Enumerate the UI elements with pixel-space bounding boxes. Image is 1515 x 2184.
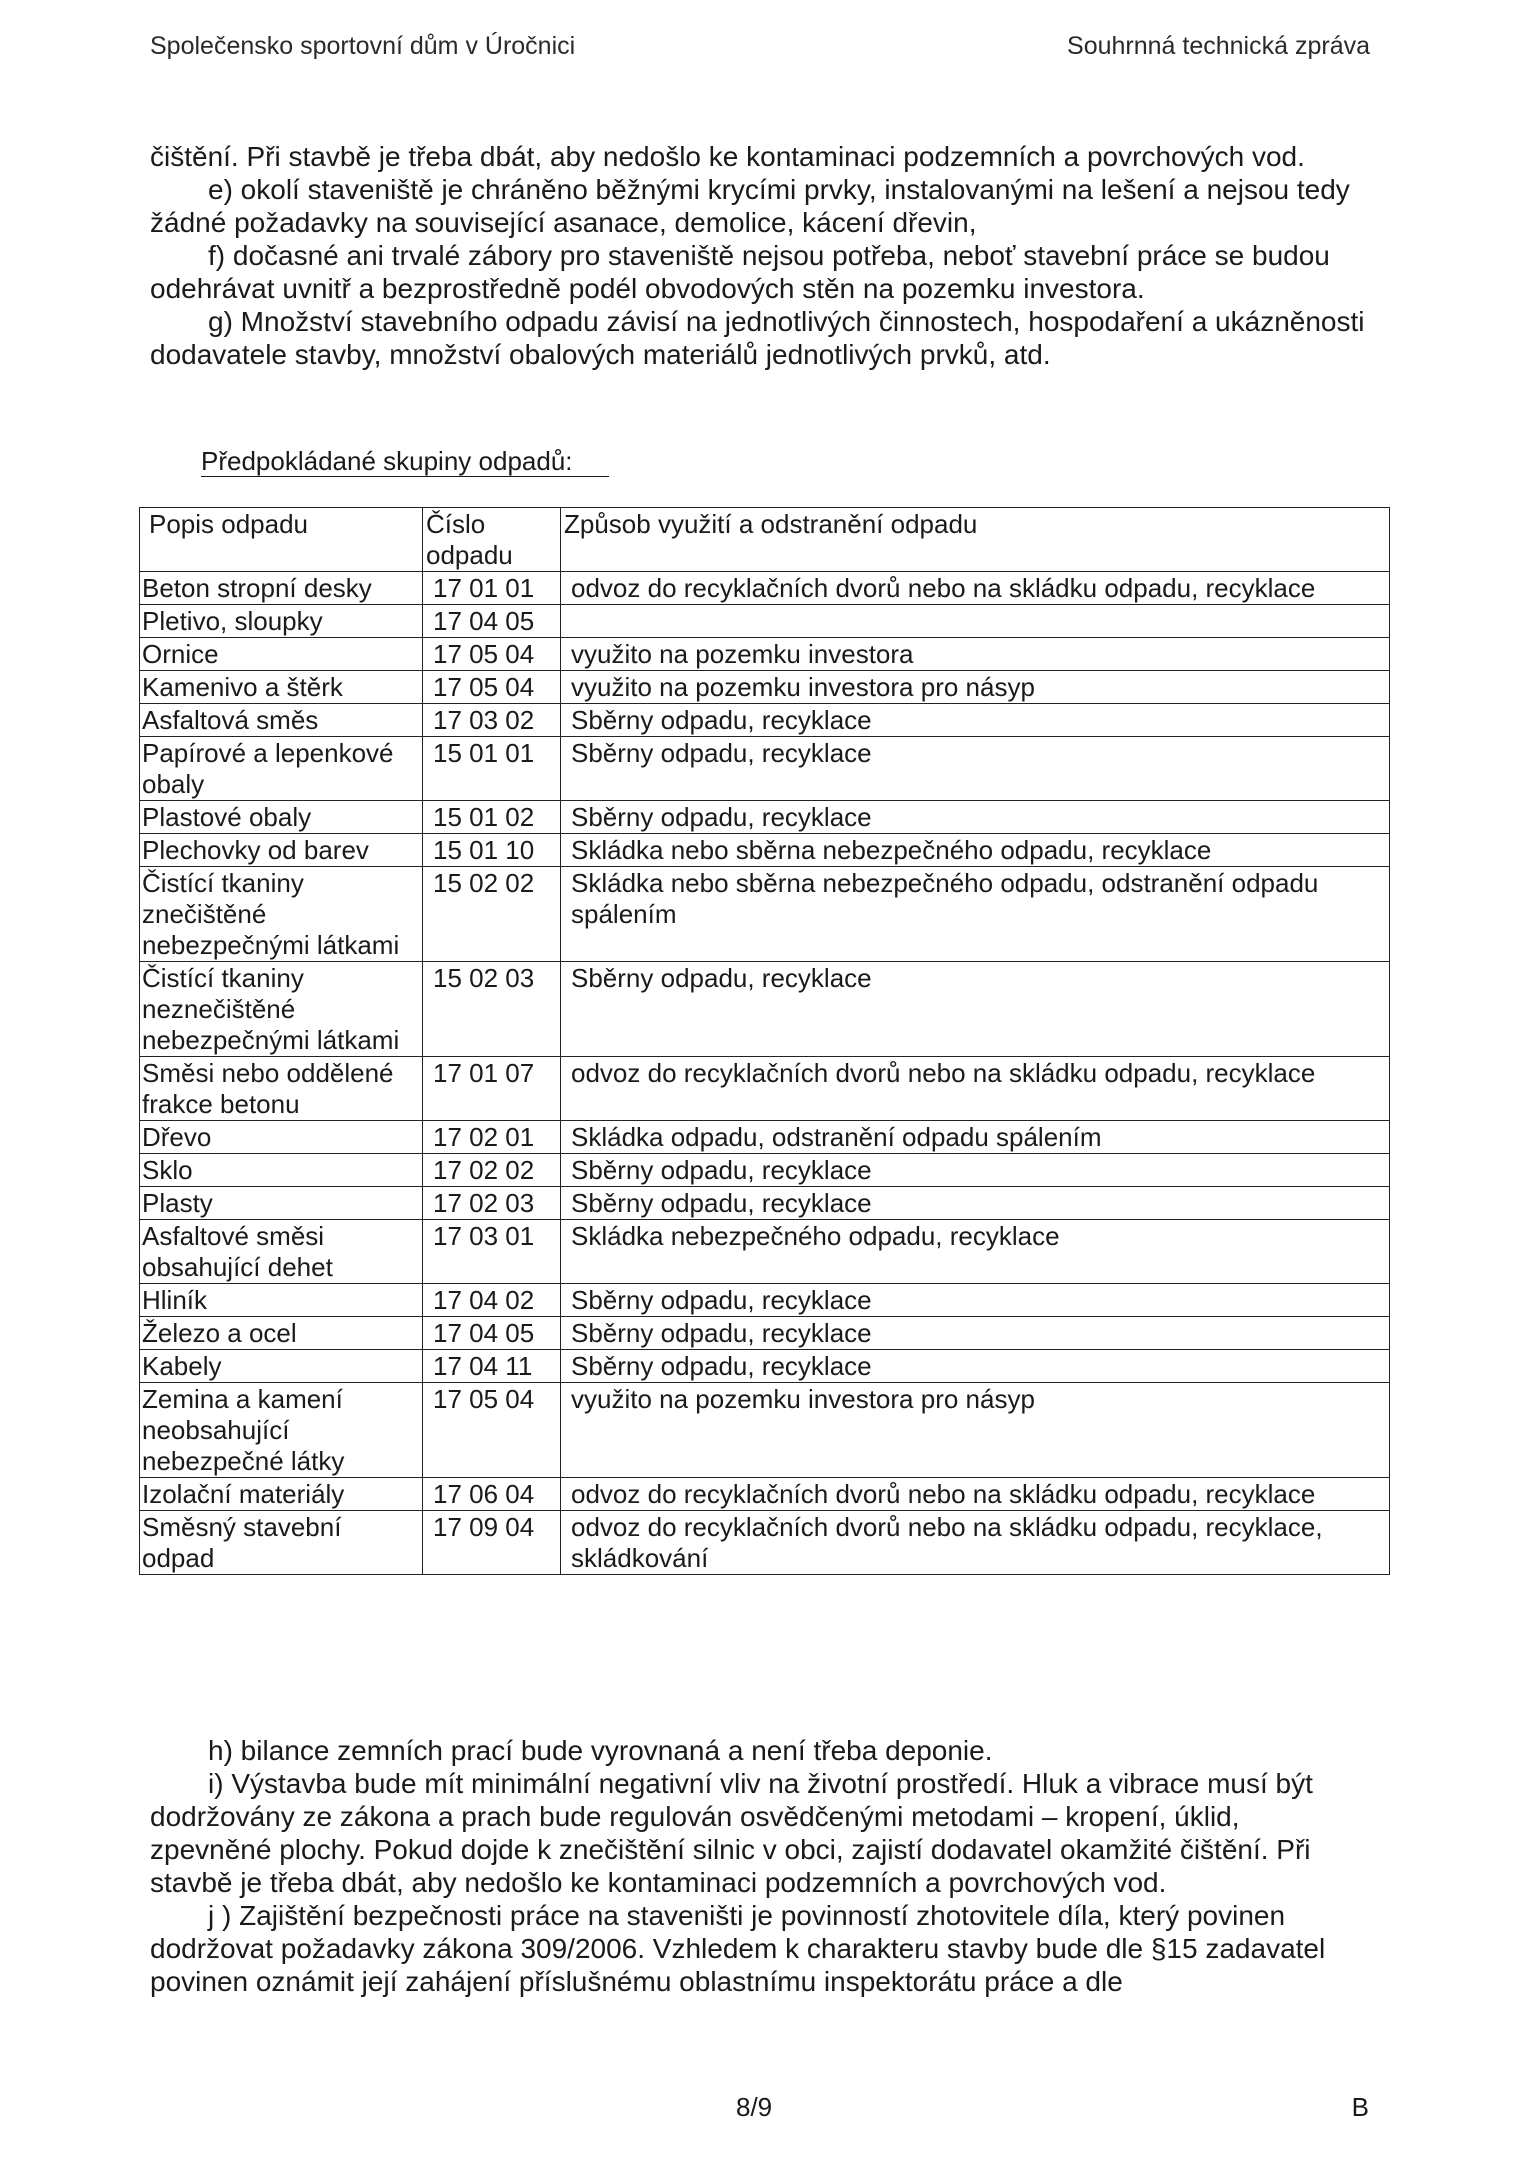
waste-method-cell: Skládka nebezpečného odpadu, recyklace (561, 1220, 1390, 1284)
waste-method-cell: Sběrny odpadu, recyklace (561, 962, 1390, 1057)
waste-description-cell: Papírové a lepenkové obaly (140, 737, 423, 801)
waste-description-cell: Pletivo, sloupky (140, 605, 423, 638)
waste-code-cell: 15 01 10 (423, 834, 561, 867)
waste-code-cell: 17 01 07 (423, 1057, 561, 1121)
waste-method-cell: odvoz do recyklačních dvorů nebo na skládku odpadu, recyklace (561, 572, 1390, 605)
table-row (140, 1383, 1390, 1478)
waste-groups-heading (201, 446, 609, 477)
table-row (140, 867, 1390, 962)
intro-section (150, 140, 1365, 371)
waste-code-cell: 17 03 01 (423, 1220, 561, 1284)
waste-method-cell: Sběrny odpadu, recyklace (561, 704, 1390, 737)
waste-description-cell: Ornice (140, 638, 423, 671)
table-row (140, 962, 1390, 1057)
waste-method-cell: Sběrny odpadu, recyklace (561, 1350, 1390, 1383)
waste-code-cell: 15 02 02 (423, 867, 561, 962)
waste-method-cell: Sběrny odpadu, recyklace (561, 1187, 1390, 1220)
waste-description-cell: Asfaltová směs (140, 704, 423, 737)
waste-description-cell: Plastové obaly (140, 801, 423, 834)
waste-description-cell: Izolační materiály (140, 1478, 423, 1511)
waste-description-cell: Čistící tkaniny neznečištěné nebezpečnými látkami (140, 962, 423, 1057)
column-header-method: Způsob využití a odstranění odpadu (561, 508, 1390, 572)
waste-method-cell: odvoz do recyklačních dvorů nebo na skládku odpadu, recyklace (561, 1478, 1390, 1511)
waste-code-cell: 15 01 02 (423, 801, 561, 834)
waste-code-cell: 17 04 02 (423, 1284, 561, 1317)
waste-description-cell: Směsný stavební odpad (140, 1511, 423, 1575)
section-mark: B (1351, 2092, 1369, 2122)
table-row (140, 1350, 1390, 1383)
waste-method-cell: Sběrny odpadu, recyklace (561, 737, 1390, 801)
table-row (140, 1284, 1390, 1317)
paragraph-intro: čištění. Při stavbě je třeba dbát, aby nedošlo ke kontaminaci podzemních a povrchových vod. (150, 141, 1305, 172)
waste-description-cell: Zemina a kamení neobsahující nebezpečné látky (140, 1383, 423, 1478)
waste-method-cell: Skládka nebo sběrna nebezpečného odpadu, odstranění odpadu spálením (561, 867, 1390, 962)
table-row (140, 572, 1390, 605)
waste-code-cell: 17 04 05 (423, 605, 561, 638)
table-row (140, 1511, 1390, 1575)
waste-description-cell: Železo a ocel (140, 1317, 423, 1350)
waste-code-cell: 15 02 03 (423, 962, 561, 1057)
waste-description-cell: Kamenivo a štěrk (140, 671, 423, 704)
paragraph-i: i) Výstavba bude mít minimální negativní vliv na životní prostředí. Hluk a vibrace musí být dodržovány ze zákona a prach bude regulován osvědčenými metodami – kropení, úklid, zpevněné plochy. Pokud dojde k znečištění silnic v obci, zajistí dodavatel okamžité čištění. Při stavbě je třeba dbát, aby nedošlo ke kontaminaci podzemních a povrchových vod. (150, 1768, 1313, 1898)
waste-code-cell: 17 02 03 (423, 1187, 561, 1220)
waste-description-cell: Kabely (140, 1350, 423, 1383)
waste-code-cell: 15 01 01 (423, 737, 561, 801)
waste-code-cell: 17 06 04 (423, 1478, 561, 1511)
waste-method-cell: Sběrny odpadu, recyklace (561, 1154, 1390, 1187)
waste-method-cell: využito na pozemku investora (561, 638, 1390, 671)
table-row (140, 704, 1390, 737)
waste-description-cell: Sklo (140, 1154, 423, 1187)
header-right: Souhrnná technická zpráva (1067, 32, 1370, 60)
waste-code-cell: 17 03 02 (423, 704, 561, 737)
waste-description-cell: Plechovky od barev (140, 834, 423, 867)
waste-code-cell: 17 01 01 (423, 572, 561, 605)
table-row (140, 834, 1390, 867)
waste-description-cell: Beton stropní desky (140, 572, 423, 605)
waste-code-cell: 17 04 05 (423, 1317, 561, 1350)
waste-groups-heading-text: Předpokládané skupiny odpadů: (201, 446, 609, 477)
table-row (140, 1478, 1390, 1511)
paragraph-e: e) okolí staveniště je chráněno běžnými krycími prvky, instalovanými na lešení a nejsou tedy žádné požadavky na související asanace, demolice, kácení dřevin, (150, 174, 1350, 238)
paragraph-g: g) Množství stavebního odpadu závisí na jednotlivých činnostech, hospodaření a ukázněnosti dodavatele stavby, množství obalových materiálů jednotlivých prvků, atd. (150, 306, 1365, 370)
waste-description-cell: Směsi nebo oddělené frakce betonu (140, 1057, 423, 1121)
table-row (140, 801, 1390, 834)
waste-method-cell: odvoz do recyklačních dvorů nebo na skládku odpadu, recyklace, skládkování (561, 1511, 1390, 1575)
column-header-description: Popis odpadu (140, 508, 423, 572)
waste-code-cell: 17 05 04 (423, 1383, 561, 1478)
table-row (140, 1154, 1390, 1187)
waste-method-cell (561, 605, 1390, 638)
waste-code-cell: 17 02 02 (423, 1154, 561, 1187)
waste-method-cell: odvoz do recyklačních dvorů nebo na skládku odpadu, recyklace (561, 1057, 1390, 1121)
paragraph-f: f) dočasné ani trvalé zábory pro staveniště nejsou potřeba, neboť stavební práce se budou odehrávat uvnitř a bezprostředně podél obvodových stěn na pozemku investora. (150, 240, 1330, 304)
waste-method-cell: Skládka nebo sběrna nebezpečného odpadu, recyklace (561, 834, 1390, 867)
waste-description-cell: Hliník (140, 1284, 423, 1317)
waste-description-cell: Čistící tkaniny znečištěné nebezpečnými látkami (140, 867, 423, 962)
waste-method-cell: Skládka odpadu, odstranění odpadu spálením (561, 1121, 1390, 1154)
waste-method-cell: využito na pozemku investora pro násyp (561, 1383, 1390, 1478)
waste-code-cell: 17 05 04 (423, 671, 561, 704)
header-left: Společensko sportovní dům v Úročnici (150, 32, 576, 60)
table-row (140, 1187, 1390, 1220)
table-row (140, 1317, 1390, 1350)
column-header-code: Číslo odpadu (423, 508, 561, 572)
waste-method-cell: Sběrny odpadu, recyklace (561, 801, 1390, 834)
table-row (140, 1220, 1390, 1284)
table-row (140, 638, 1390, 671)
waste-table (139, 507, 1390, 1575)
waste-code-cell: 17 04 11 (423, 1350, 561, 1383)
outro-section (150, 1734, 1365, 1998)
waste-code-cell: 17 02 01 (423, 1121, 561, 1154)
table-row (140, 737, 1390, 801)
waste-description-cell: Plasty (140, 1187, 423, 1220)
table-body (140, 572, 1390, 1575)
table-row (140, 671, 1390, 704)
waste-method-cell: Sběrny odpadu, recyklace (561, 1284, 1390, 1317)
waste-method-cell: Sběrny odpadu, recyklace (561, 1317, 1390, 1350)
table-row (140, 605, 1390, 638)
waste-code-cell: 17 05 04 (423, 638, 561, 671)
waste-method-cell: využito na pozemku investora pro násyp (561, 671, 1390, 704)
table-row (140, 1121, 1390, 1154)
table-header-row (140, 508, 1390, 572)
table-row (140, 1057, 1390, 1121)
waste-description-cell: Dřevo (140, 1121, 423, 1154)
waste-description-cell: Asfaltové směsi obsahující dehet (140, 1220, 423, 1284)
paragraph-j: j ) Zajištění bezpečnosti práce na staveništi je povinností zhotovitele díla, který povinen dodržovat požadavky zákona 309/2006. Vzhledem k charakteru stavby bude dle §15 zadavatel povinen oznámit její zahájení příslušnému oblastnímu inspektorátu práce a dle (150, 1900, 1326, 1997)
paragraph-h: h) bilance zemních prací bude vyrovnaná a není třeba deponie. (208, 1735, 993, 1766)
waste-code-cell: 17 09 04 (423, 1511, 561, 1575)
page-number: 8/9 (736, 2092, 773, 2122)
